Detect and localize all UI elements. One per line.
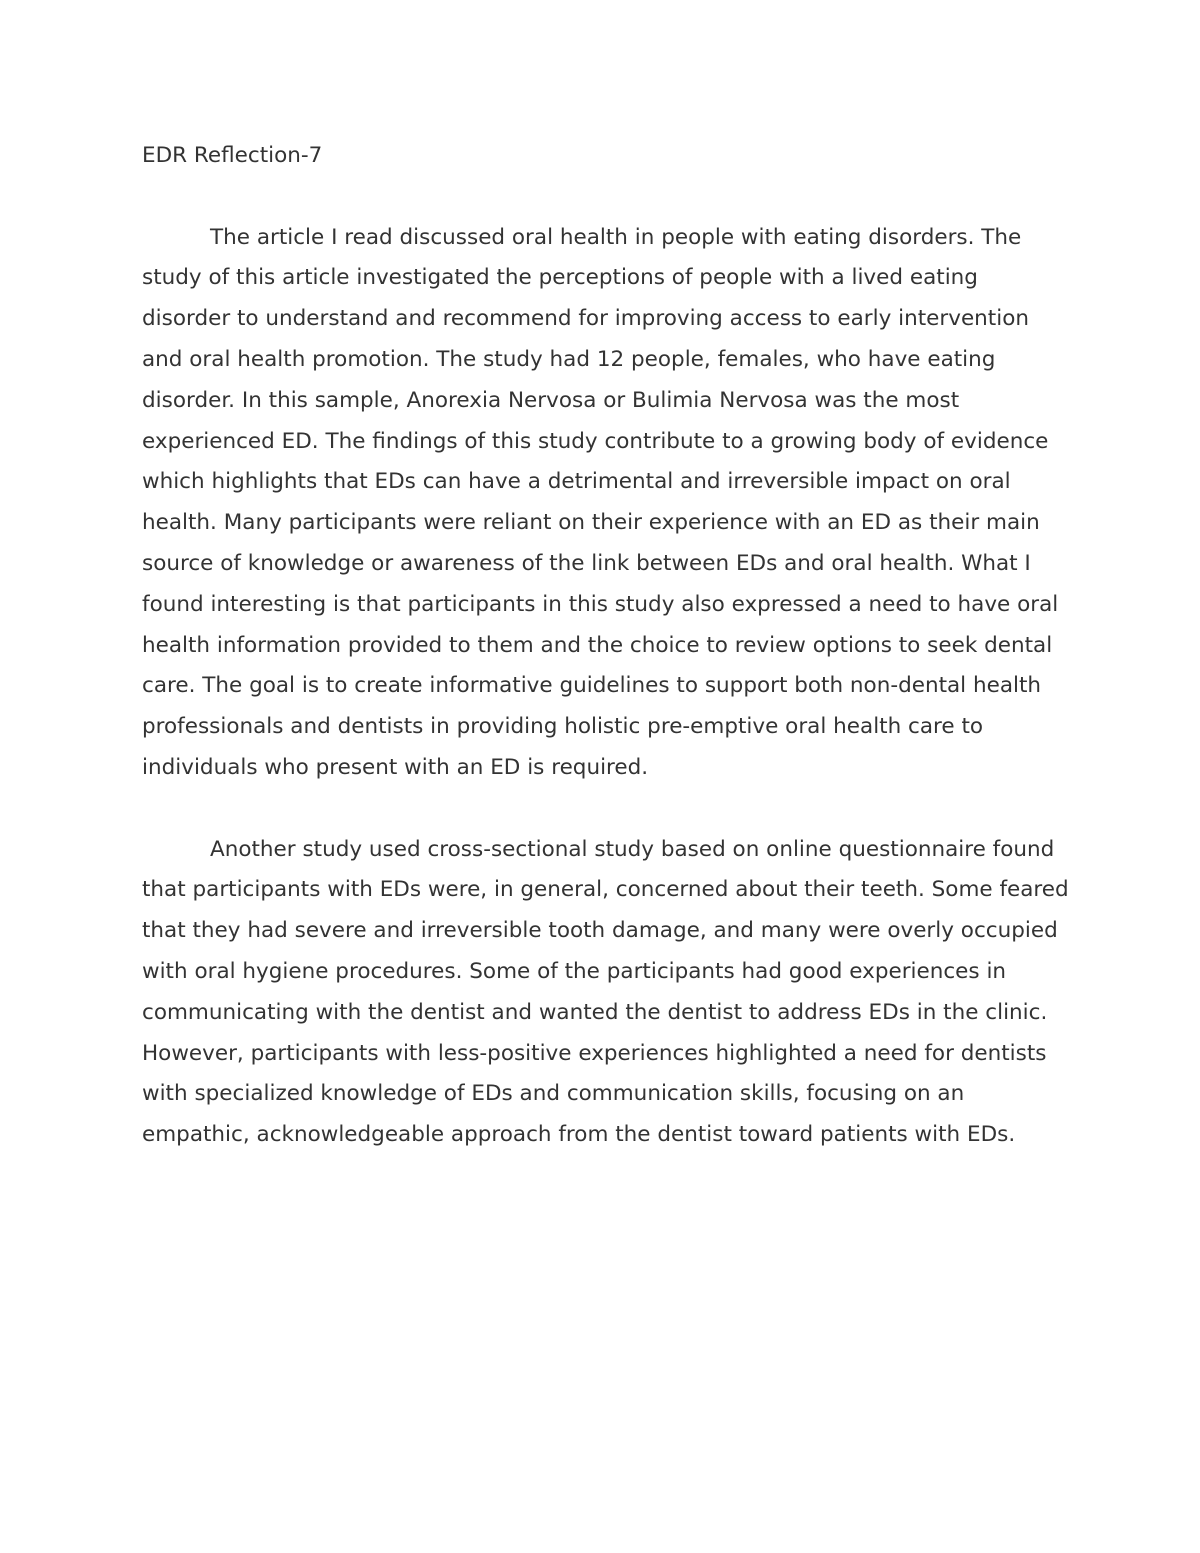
paragraph-1: The article I read discussed oral health in people with eating disorders. The study of this article investigated the perceptions of people with a lived eating disorder to understand and recommend for improving access to early intervention and oral health promotion. The study had 12 people, females, who have eating disorder. In this sample, Anorexia Nervosa or Bulimia Nervosa was the most experienced ED. The findings of this study contribute to a growing body of evidence which highlights that EDs can have a detrimental and irreversible impact on oral health. Many participants were reliant on their experience with an ED as their main source of knowledge or awareness of the link between EDs and oral health. What I found interesting is that participants in this study also expressed a need to have oral health information provided to them and the choice to review options to seek dental care. The goal is to create informative guidelines to support both non-dental health professionals and dentists in providing holistic pre-emptive oral health care to individuals who present with an ED is required.: [142, 224, 1059, 780]
paragraph-2: Another study used cross-sectional study based on online questionnaire found that participants with EDs were, in general, concerned about their teeth. Some feared that they had severe and irreversible tooth damage, and many were overly occupied with oral hygiene procedures. Some of the participants had good experiences in communicating with the dentist and wanted the dentist to address EDs in the clinic. However, participants with less-positive experiences highlighted a need for dentists with specialized knowledge of EDs and communication skills, focusing on an empathic, acknowledgeable approach from the dentist toward patients with EDs.: [142, 836, 1069, 1148]
document-title: EDR Reflection-7: [142, 143, 323, 168]
document-body: [142, 136, 1072, 1156]
